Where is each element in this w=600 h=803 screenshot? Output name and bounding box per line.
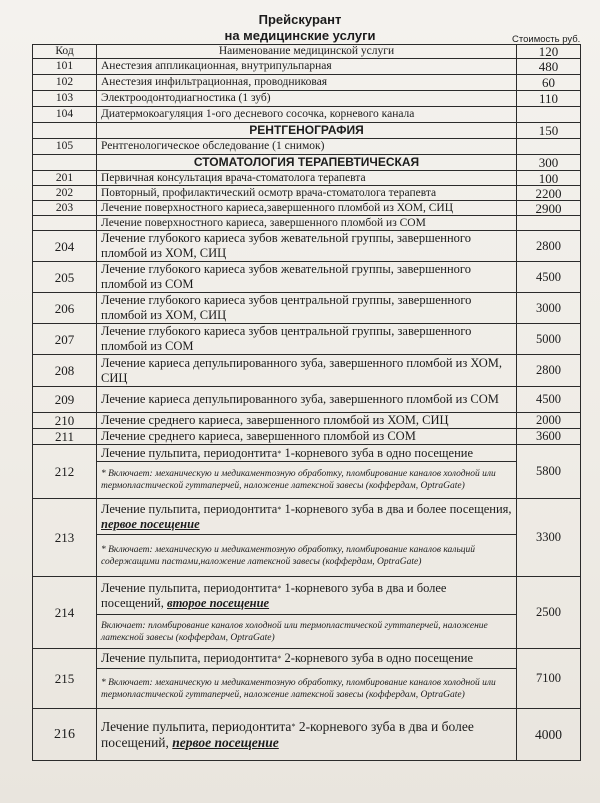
table-row	[33, 445, 581, 462]
table-cell-price: 3600	[517, 429, 581, 445]
table-row	[33, 709, 581, 761]
table-cell-code: 215	[33, 649, 97, 709]
table-cell-name: Повторный, профилактический осмотр врача-стоматолога терапевта	[97, 186, 517, 201]
table-cell-code: 214	[33, 577, 97, 649]
table-cell-name: Лечение пульпита, периодонтита* 1-корневого зуба в два и более посещений, второе посещение	[97, 577, 517, 615]
table-row	[33, 413, 581, 429]
table-cell-price: 5000	[517, 324, 581, 355]
table-cell-price: 300	[517, 155, 581, 171]
table-cell-code: 206	[33, 293, 97, 324]
table-row	[33, 231, 581, 262]
table-cell-price: 2800	[517, 231, 581, 262]
table-cell-code: 101	[33, 59, 97, 75]
table-cell-code: 208	[33, 355, 97, 387]
table-cell-code: 202	[33, 186, 97, 201]
table-cell-code: 216	[33, 709, 97, 761]
table-row	[33, 139, 581, 155]
section-title-therapeutic: СТОМАТОЛОГИЯ ТЕРАПЕВТИЧЕСКАЯ	[97, 155, 517, 171]
table-cell-name: Лечение среднего кариеса, завершенного пломбой из СОМ	[97, 429, 517, 445]
table-row	[33, 75, 581, 91]
table-cell-name: Диатермокоагуляция 1-ого десневого сосочка, корневого канала	[97, 107, 517, 123]
table-cell-code: 102	[33, 75, 97, 91]
table-cell-price: 2200	[517, 186, 581, 201]
includes-note: * Включает: механическую и медикаментозную обработку, пломбирование каналов кальций содержащими пастами,наложение латексной завесы (коффердам, OptraGate)	[97, 535, 517, 577]
table-row	[33, 293, 581, 324]
table-cell-name: Лечение глубокого кариеса зубов жевательной группы, завершенного пломбой из СОМ	[97, 262, 517, 293]
table-cell-price: 7100	[517, 649, 581, 709]
table-cell-price: 120	[517, 45, 581, 59]
table-cell-price: 480	[517, 59, 581, 75]
service-name-header: Наименование медицинской услуги	[97, 45, 517, 59]
table-cell-code: 205	[33, 262, 97, 293]
table-row-includes	[33, 669, 581, 709]
table-cell-code: 103	[33, 91, 97, 107]
table-cell-price: 4500	[517, 387, 581, 413]
table-row	[33, 107, 581, 123]
table-cell-price: 4000	[517, 709, 581, 761]
table-cell-price: 100	[517, 171, 581, 186]
table-cell-name: Лечение пульпита, периодонтита* 1-корневого зуба в два и более посещения, первое посещение	[97, 499, 517, 535]
code-header: Код	[33, 45, 97, 59]
table-cell-price: 110	[517, 91, 581, 107]
table-cell-code: 209	[33, 387, 97, 413]
table-row-includes	[33, 615, 581, 649]
includes-note: * Включает: механическую и медикаментозную обработку, пломбирование каналов холодной или термопластической гуттаперчей, наложение латексной завесы (коффердам, OptraGate)	[97, 669, 517, 709]
section-row-therapeutic	[33, 155, 581, 171]
table-cell-code: 207	[33, 324, 97, 355]
table-cell-price: 2900	[517, 201, 581, 216]
includes-note: * Включает: механическую и медикаментозную обработку, пломбирование каналов холодной или термопластической гуттаперчей, наложение латексной завесы (коффердам, OptraGate)	[97, 462, 517, 499]
table-row	[33, 91, 581, 107]
document-title: Прейскурант	[258, 12, 342, 27]
table-cell-code: 104	[33, 107, 97, 123]
section-row-xray	[33, 123, 581, 139]
table-row	[33, 577, 581, 615]
table-cell-name: Лечение кариеса депульпированного зуба, завершенного пломбой из СОМ	[97, 387, 517, 413]
price-table	[32, 44, 581, 761]
table-cell-code: 210	[33, 413, 97, 429]
table-cell-name: Лечение глубокого кариеса зубов центральной группы, завершенного пломбой из ХОМ, СИЦ	[97, 293, 517, 324]
table-row	[33, 186, 581, 201]
table-row	[33, 649, 581, 669]
table-row	[33, 499, 581, 535]
table-cell-name: Лечение пульпита, периодонтита* 2-корневого зуба в одно посещение	[97, 649, 517, 669]
table-cell-price: 3300	[517, 499, 581, 577]
table-cell-code: 105	[33, 139, 97, 155]
table-cell-name: Лечение поверхностного кариеса,завершенного пломбой из ХОМ, СИЦ	[97, 201, 517, 216]
table-cell-price: 60	[517, 75, 581, 91]
table-row	[33, 262, 581, 293]
cost-column-header: Стоимость руб.	[512, 34, 581, 45]
table-cell-name: Лечение пульпита, периодонтита* 1-корневого зуба в одно посещение	[97, 445, 517, 462]
section-title-xray: РЕНТГЕНОГРАФИЯ	[97, 123, 517, 139]
table-cell-name: Лечение глубокого кариеса зубов центральной группы, завершенного пломбой из СОМ	[97, 324, 517, 355]
table-cell-price: 4500	[517, 262, 581, 293]
table-cell-name: Анестезия аппликационная, внутрипульпарная	[97, 59, 517, 75]
table-cell-code: 213	[33, 499, 97, 577]
table-row	[33, 429, 581, 445]
table-cell-name: Лечение среднего кариеса, завершенного пломбой из ХОМ, СИЦ	[97, 413, 517, 429]
table-cell-price: 150	[517, 123, 581, 139]
table-row	[33, 216, 581, 231]
table-cell-price: 2800	[517, 355, 581, 387]
table-row-includes	[33, 462, 581, 499]
table-row	[33, 59, 581, 75]
table-row	[33, 355, 581, 387]
table-cell-price: 2000	[517, 413, 581, 429]
table-row	[33, 201, 581, 216]
table-cell-price: 5800	[517, 445, 581, 499]
table-cell-name: Первичная консультация врача-стоматолога терапевта	[97, 171, 517, 186]
table-cell-name: Анестезия инфильтрационная, проводниковая	[97, 75, 517, 91]
table-row	[33, 171, 581, 186]
table-cell-price: 2500	[517, 577, 581, 649]
table-cell-name: Лечение пульпита, периодонтита* 2-корневого зуба в два и более посещений, первое посещение	[97, 709, 517, 761]
table-cell-code: 201	[33, 171, 97, 186]
table-cell-name: Лечение кариеса депульпированного зуба, завершенного пломбой из ХОМ, СИЦ	[97, 355, 517, 387]
header-row	[33, 45, 581, 59]
table-cell-code: 203	[33, 201, 97, 216]
table-cell-code: 204	[33, 231, 97, 262]
table-cell-code	[33, 216, 97, 231]
includes-note: Включает: пломбирование каналов холодной или термопластической гуттаперчей, наложение латексной завесы (коффердам, OptraGate)	[97, 615, 517, 649]
table-cell-name: Лечение глубокого кариеса зубов жевательной группы, завершенного пломбой из ХОМ, СИЦ	[97, 231, 517, 262]
table-cell-name: Электроодонтодиагностика (1 зуб)	[97, 91, 517, 107]
document-subtitle: на медицинские услуги	[224, 28, 376, 43]
table-cell-code: 212	[33, 445, 97, 499]
table-row-includes	[33, 535, 581, 577]
table-row	[33, 387, 581, 413]
table-cell-name: Рентгенологическое обследование (1 снимок)	[97, 139, 517, 155]
table-cell-code: 211	[33, 429, 97, 445]
table-cell-price: 3000	[517, 293, 581, 324]
table-row	[33, 324, 581, 355]
table-cell-name: Лечение поверхностного кариеса, завершенного пломбой из СОМ	[97, 216, 517, 231]
